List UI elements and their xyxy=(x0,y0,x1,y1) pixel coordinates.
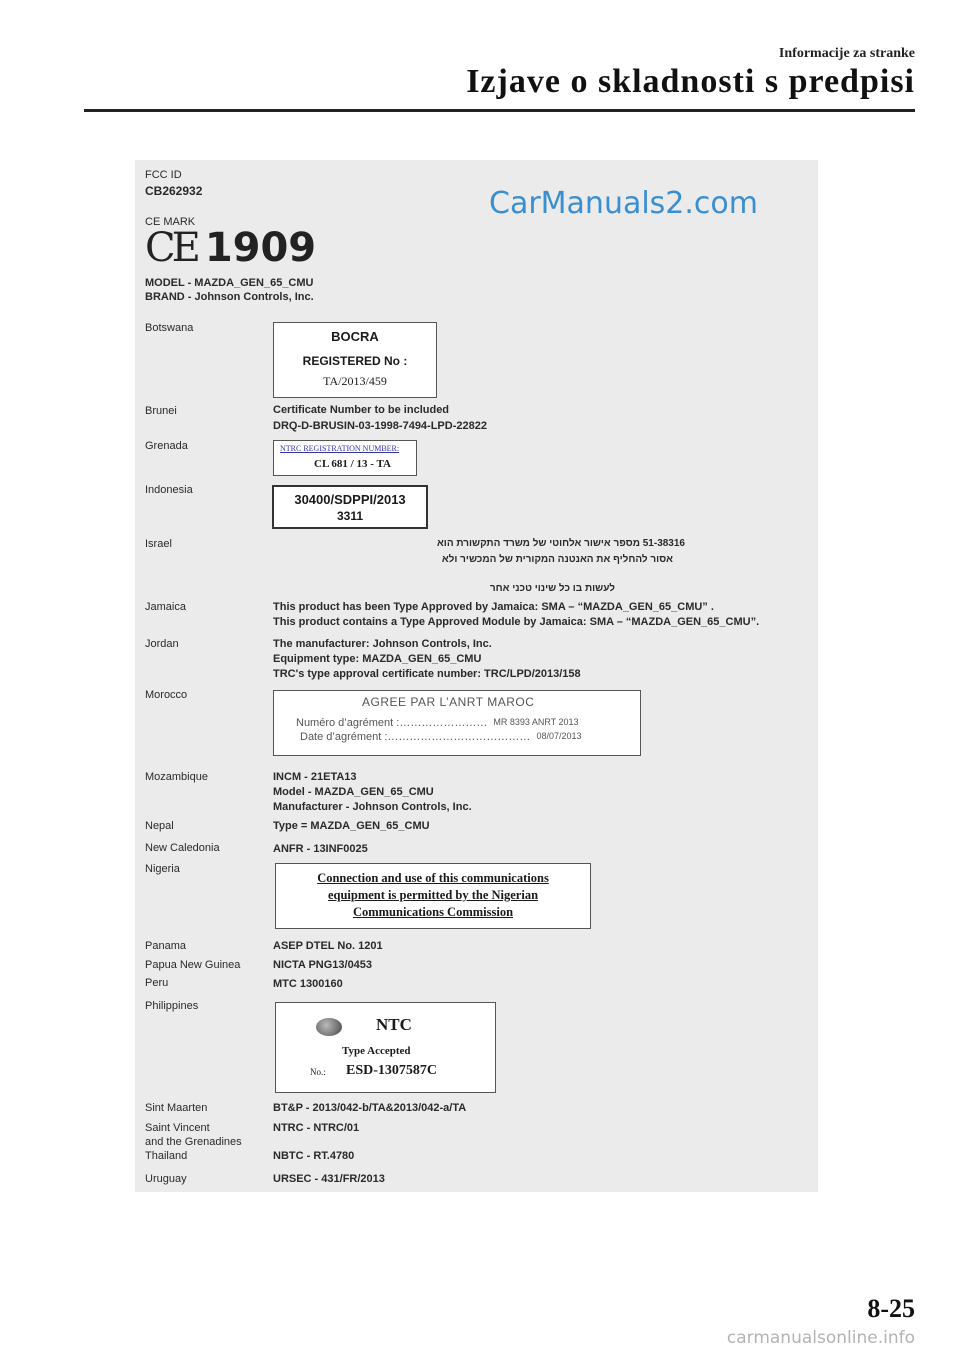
country-jordan: Jordan xyxy=(145,638,179,650)
mozambique-line-1: INCM - 21ETA13 xyxy=(273,771,357,783)
country-nigeria: Nigeria xyxy=(145,863,180,875)
country-grenada: Grenada xyxy=(145,440,188,452)
papua-value: NICTA PNG13/0453 xyxy=(273,959,373,971)
bocra-label-box xyxy=(273,322,437,398)
country-brunei: Brunei xyxy=(145,405,177,417)
ce-number: 1909 xyxy=(204,225,317,271)
nigeria-line-3: Communications Commission xyxy=(352,905,514,919)
bocra-registered: REGISTERED No : xyxy=(302,354,408,368)
country-panama: Panama xyxy=(145,940,186,952)
fcc-value: CB262932 xyxy=(145,184,203,198)
ntrc-number: CL 681 / 13 - TA xyxy=(314,458,391,470)
ce-label: CE MARK xyxy=(145,216,196,228)
country-uruguay: Uruguay xyxy=(145,1173,187,1185)
nepal-value: Type = MAZDA_GEN_65_CMU xyxy=(273,820,430,832)
country-philippines: Philippines xyxy=(145,1000,199,1012)
country-peru: Peru xyxy=(145,977,169,989)
ntc-label-box xyxy=(275,1002,496,1093)
morocco-date-label: Date d’agrément :………………………………… xyxy=(300,731,531,743)
ce-mark-logo xyxy=(145,226,316,270)
brunei-line-1: Certificate Number to be included xyxy=(273,404,450,416)
ce-symbol: CE xyxy=(145,225,197,271)
section-heading: Informacije za stranke xyxy=(778,46,915,61)
peru-value: MTC 1300160 xyxy=(273,978,343,990)
morocco-approval-label: Numéro d’agrément :…………………… xyxy=(296,717,488,729)
ntc-number: ESD-1307587C xyxy=(346,1063,438,1078)
country-grenadines: and the Grenadines xyxy=(145,1136,242,1148)
country-new-caledonia: New Caledonia xyxy=(145,842,220,854)
morocco-label-box xyxy=(273,690,641,756)
country-mozambique: Mozambique xyxy=(145,771,208,783)
country-thailand: Thailand xyxy=(145,1150,188,1162)
jamaica-line-1: This product has been Type Approved by Jamaica: SMA – “MAZDA_GEN_65_CMU” . xyxy=(273,601,714,613)
jamaica-line-2: This product contains a Type Approved Module by Jamaica: SMA – “MAZDA_GEN_65_CMU”. xyxy=(273,616,760,628)
morocco-approval-value: MR 8393 ANRT 2013 xyxy=(493,717,579,727)
nigeria-label-box xyxy=(275,863,591,929)
compliance-scan xyxy=(135,160,818,1192)
bocra-number: TA/2013/459 xyxy=(323,374,387,388)
fcc-label: FCC ID xyxy=(145,169,182,181)
country-sint-maarten: Sint Maarten xyxy=(145,1102,208,1114)
ntc-title: NTC xyxy=(376,1015,412,1034)
uruguay-value: URSEC - 431/FR/2013 xyxy=(273,1173,385,1185)
indonesia-code: 3311 xyxy=(336,509,364,523)
morocco-heading: AGREE PAR L’ANRT MAROC xyxy=(362,695,535,709)
jordan-line-1: The manufacturer: Johnson Controls, Inc. xyxy=(273,638,492,650)
header-rule xyxy=(84,109,915,112)
panama-value: ASEP DTEL No. 1201 xyxy=(273,940,383,952)
country-jamaica: Jamaica xyxy=(145,601,186,613)
country-botswana: Botswana xyxy=(145,322,194,334)
saint-vincent-value: NTRC - NTRC/01 xyxy=(273,1122,360,1134)
bocra-title: BOCRA xyxy=(331,329,379,344)
sint-maarten-value: BT&P - 2013/042-b/TA&2013/042-a/TA xyxy=(273,1102,467,1114)
new-caledonia-value: ANFR - 13INF0025 xyxy=(273,843,368,855)
jordan-line-2: Equipment type: MAZDA_GEN_65_CMU xyxy=(273,653,482,665)
ntrc-heading: NTRC REGISTRATION NUMBER: xyxy=(280,444,400,453)
mozambique-line-3: Manufacturer - Johnson Controls, Inc. xyxy=(273,801,472,813)
footer-watermark: carmanualsonline.info xyxy=(726,1328,915,1348)
page-title: Izjave o skladnosti s predpisi xyxy=(466,63,915,100)
israel-line-1: 51-38316 מספר אישור אלחוטי של משרד התקשורת הוא xyxy=(436,538,685,549)
watermark-text: CarManuals2.com xyxy=(489,186,759,221)
morocco-approval-row xyxy=(296,717,640,729)
ntc-no-label: No.: xyxy=(310,1067,326,1077)
israel-line-3: לעשות בו כל שינוי טכני אחר xyxy=(489,583,615,594)
indonesia-cert: 30400/SDPPI/2013 xyxy=(294,492,406,507)
nigeria-line-1: Connection and use of this communications xyxy=(317,871,549,885)
morocco-date-value: 08/07/2013 xyxy=(536,731,582,741)
country-nepal: Nepal xyxy=(145,820,174,832)
brunei-line-2: DRQ-D-BRUSIN-03-1998-7494-LPD-22822 xyxy=(273,420,487,432)
country-israel: Israel xyxy=(145,538,172,550)
ntrc-label-box xyxy=(273,440,417,476)
jordan-line-3: TRC's type approval certificate number: TRC/LPD/2013/158 xyxy=(273,668,581,680)
model-text: MODEL - MAZDA_GEN_65_CMU xyxy=(145,277,314,289)
ntc-type-accepted: Type Accepted xyxy=(342,1045,411,1057)
brand-text: BRAND - Johnson Controls, Inc. xyxy=(145,291,314,303)
nigeria-line-2: equipment is permitted by the Nigerian xyxy=(327,888,539,902)
country-morocco: Morocco xyxy=(145,689,188,701)
page-number: 8-25 xyxy=(867,1294,915,1323)
country-papua-new-guinea: Papua New Guinea xyxy=(145,959,241,971)
country-saint-vincent: Saint Vincent xyxy=(145,1122,210,1134)
mozambique-line-2: Model - MAZDA_GEN_65_CMU xyxy=(273,786,434,798)
israel-line-2: אסור להחליף את האנטנה המקורית של המכשיר ולא xyxy=(441,554,673,565)
ntc-logo-icon xyxy=(316,1018,342,1036)
morocco-date-row xyxy=(300,731,640,743)
thailand-value: NBTC - RT.4780 xyxy=(273,1150,355,1162)
country-indonesia: Indonesia xyxy=(145,484,193,496)
indonesia-label-box xyxy=(272,485,428,529)
